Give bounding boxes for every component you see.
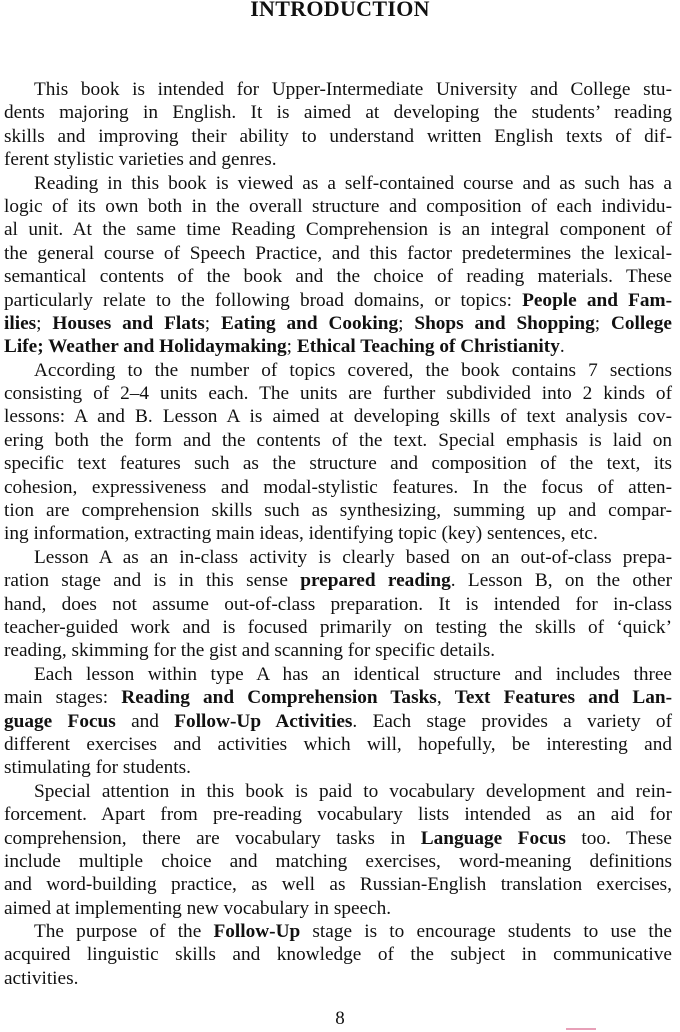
bold-term: Text Features and Lan-: [454, 687, 672, 709]
text-run: . Each stage provides a variety of: [352, 710, 672, 732]
text-line: [4, 335, 672, 358]
text-line: [4, 289, 672, 312]
paragraph: [4, 546, 672, 663]
bold-term: Shops and Shopping: [414, 312, 595, 334]
text-line: [4, 873, 672, 896]
text-run: consisting of 2–4 units each. The units are further subdivided into 2 kinds of: [4, 383, 672, 405]
text-line: [4, 382, 672, 405]
text-line: [4, 312, 672, 335]
text-line: [4, 499, 672, 522]
text-line: [4, 172, 672, 195]
text-run: tion are comprehension skills such as synthesizing, summing up and compar-: [4, 500, 672, 522]
text-run: specific text features such as the structure and composition of the text, its: [4, 453, 672, 475]
text-line: [4, 569, 672, 592]
bold-term: Ethical Teaching of Christianity: [296, 336, 560, 358]
text-line: [4, 803, 672, 826]
text-run: ration stage and is in this sense: [4, 570, 301, 592]
text-run: hand, does not assume out-of-class preparation. It is intended for in-class: [4, 593, 672, 615]
text-line: [4, 101, 672, 124]
body-text: [4, 78, 672, 990]
bold-term: Eating and Cooking: [221, 312, 399, 334]
text-line: [4, 546, 672, 569]
text-run: ;: [286, 336, 297, 358]
text-run: ing information, extracting main ideas, identifying topic (key) sentences, etc.: [4, 523, 598, 545]
text-run: ferent stylistic varieties and genres.: [4, 149, 277, 171]
text-run: stimulating for students.: [4, 757, 191, 779]
text-line: [4, 967, 672, 990]
text-run: .: [559, 336, 565, 358]
text-line: [4, 733, 672, 756]
text-line: [4, 265, 672, 288]
text-run: acquired linguistic skills and knowledge of the subject in communicative: [4, 944, 672, 966]
text-run: Special attention in this book is paid to vocabulary development and rein-: [34, 780, 672, 802]
text-run: The purpose of the: [34, 921, 214, 943]
text-run: forcement. Apart from pre-reading vocabulary lists intended as an aid for: [4, 804, 672, 826]
text-run: particularly relate to the following broad domains, or topics:: [4, 289, 523, 311]
text-run: too. These: [565, 827, 672, 849]
paragraph: [4, 172, 672, 359]
bold-term: College: [610, 312, 672, 334]
bold-term: People and Fam-: [522, 289, 672, 311]
text-run: . Lesson B, on the other: [450, 570, 672, 592]
text-run: ;: [36, 312, 53, 334]
page-number: 8: [335, 1008, 345, 1029]
text-line: [4, 476, 672, 499]
paragraph: [4, 78, 672, 172]
text-run: ering both the form and the contents of the text. Special emphasis is laid on: [4, 429, 672, 451]
page-title: INTRODUCTION: [250, 0, 430, 21]
text-line: [4, 522, 672, 545]
text-line: [4, 125, 672, 148]
text-run: ;: [594, 312, 611, 334]
text-line: [4, 827, 672, 850]
text-line: [4, 593, 672, 616]
text-line: [4, 756, 672, 779]
text-line: [4, 78, 672, 101]
text-run: ,: [436, 687, 455, 709]
text-run: teacher-guided work and is focused primarily on testing the skills of ‘quick’: [4, 616, 672, 638]
text-line: [4, 452, 672, 475]
bold-term: Language Focus: [420, 827, 566, 849]
text-line: [4, 920, 672, 943]
text-line: [4, 897, 672, 920]
paragraph: [4, 780, 672, 920]
text-run: cohesion, expressiveness and modal-stylistic features. In the focus of atten-: [4, 476, 672, 498]
bold-term: Follow-Up Activities: [174, 710, 353, 732]
text-run: According to the number of topics covered, the book contains 7 sections: [34, 359, 672, 381]
text-run: comprehension, there are vocabulary tasks in: [4, 827, 421, 849]
text-line: [4, 359, 672, 382]
text-run: and: [115, 710, 175, 732]
text-line: [4, 405, 672, 428]
bold-term: prepared reading: [300, 570, 451, 592]
text-run: al unit. At the same time Reading Comprehension is an integral component of: [4, 219, 672, 241]
text-line: [4, 242, 672, 265]
paragraph: [4, 359, 672, 546]
text-line: [4, 639, 672, 662]
text-run: This book is intended for Upper-Intermediate University and College stu-: [34, 79, 672, 100]
text-run: skills and improving their ability to understand written English texts of dif-: [4, 125, 672, 147]
paragraph: [4, 663, 672, 780]
text-line: [4, 943, 672, 966]
text-run: include multiple choice and matching exercises, word-meaning definitions: [4, 850, 672, 872]
text-line: [4, 850, 672, 873]
paragraph: [4, 920, 672, 990]
text-line: [4, 663, 672, 686]
text-run: and word-building practice, as well as Russian-English translation exercises,: [4, 874, 672, 896]
text-run: ;: [204, 312, 222, 334]
text-run: Lesson A as an in-class activity is clearly based on an out-of-class prepa-: [34, 546, 672, 568]
corner-mark: [566, 1028, 596, 1030]
text-run: the general course of Speech Practice, and this factor predetermines the lexical-: [4, 242, 672, 264]
bold-term: Follow-Up: [213, 921, 301, 943]
bold-term: Reading and Comprehension Tasks: [121, 687, 437, 709]
text-run: reading, skimming for the gist and scanning for specific details.: [4, 640, 496, 662]
text-line: [4, 710, 672, 733]
text-run: different exercises and activities which will, hopefully, be interesting and: [4, 733, 672, 755]
text-run: Reading in this book is viewed as a self-contained course and as such has a: [34, 172, 672, 194]
text-run: aimed at implementing new vocabulary in speech.: [4, 897, 392, 919]
text-run: logic of its own both in the overall structure and composition of each individu-: [4, 195, 672, 217]
text-line: [4, 429, 672, 452]
bold-term: Life; Weather and Holidaymaking: [4, 336, 287, 358]
text-line: [4, 218, 672, 241]
text-line: [4, 686, 672, 709]
text-line: [4, 148, 672, 171]
text-line: [4, 195, 672, 218]
text-run: dents majoring in English. It is aimed at developing the students’ reading: [4, 102, 672, 124]
text-run: stage is to encourage students to use the: [300, 921, 672, 943]
bold-term: ilies: [4, 312, 37, 334]
text-line: [4, 616, 672, 639]
bold-term: guage Focus: [4, 710, 116, 732]
text-run: semantical contents of the book and the choice of reading materials. These: [4, 266, 672, 288]
text-line: [4, 780, 672, 803]
text-run: lessons: A and B. Lesson A is aimed at developing skills of text analysis cov-: [4, 406, 672, 428]
text-run: main stages:: [4, 687, 122, 709]
text-run: activities.: [4, 967, 79, 989]
text-run: ;: [398, 312, 415, 334]
text-run: Each lesson within type A has an identical structure and includes three: [34, 663, 672, 685]
bold-term: Houses and Flats: [52, 312, 205, 334]
